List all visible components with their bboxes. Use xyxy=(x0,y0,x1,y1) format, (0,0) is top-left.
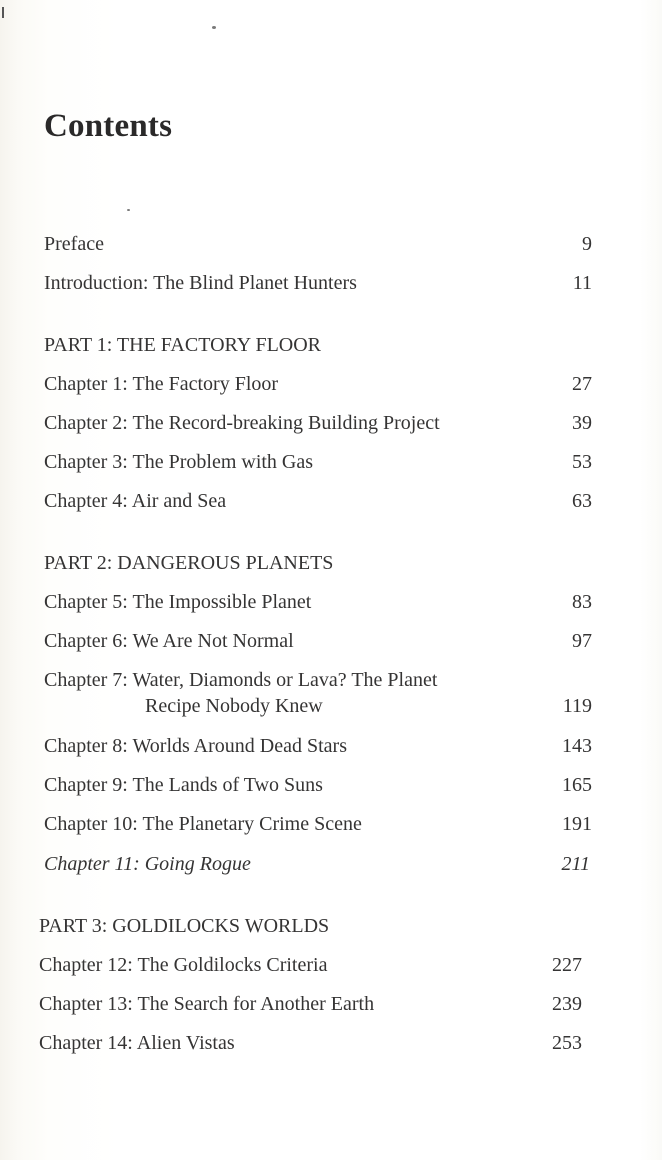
print-speck xyxy=(212,26,216,29)
page-edge-mark xyxy=(2,7,4,18)
print-speck xyxy=(127,209,130,211)
toc-page-chapter-2: 39 xyxy=(572,412,592,434)
toc-page-chapter-4: 63 xyxy=(572,490,592,512)
toc-entry-chapter-12: Chapter 12: The Goldilocks Criteria xyxy=(39,954,328,976)
toc-entry-chapter-4: Chapter 4: Air and Sea xyxy=(44,490,227,512)
toc-page-preface: 9 xyxy=(582,233,592,255)
toc-page-chapter-14: 253 xyxy=(552,1032,582,1054)
toc-page-chapter-3: 53 xyxy=(572,451,592,473)
toc-entry-chapter-7: Chapter 7: Water, Diamonds or Lava? The Planet xyxy=(44,669,438,691)
toc-entry-chapter-9: Chapter 9: The Lands of Two Suns xyxy=(44,774,323,796)
toc-entry-chapter-14: Chapter 14: Alien Vistas xyxy=(39,1032,235,1054)
toc-page-introduction: 11 xyxy=(572,272,592,294)
toc-page-chapter-1: 27 xyxy=(572,373,592,395)
toc-entry-chapter-2: Chapter 2: The Record-breaking Building Project xyxy=(44,412,440,434)
toc-entry-introduction: Introduction: The Blind Planet Hunters xyxy=(44,272,357,294)
toc-entry-chapter-3: Chapter 3: The Problem with Gas xyxy=(44,451,314,473)
toc-page-chapter-9: 165 xyxy=(562,774,592,796)
toc-entry-chapter-11-title: Going Rogue xyxy=(144,853,251,875)
toc-page-chapter-8: 143 xyxy=(562,735,592,757)
toc-entry-chapter-11-prefix: Chapter 11: xyxy=(44,853,145,875)
page-title: Contents xyxy=(44,108,173,144)
toc-entry-chapter-11 xyxy=(44,851,251,877)
toc-page-chapter-12: 227 xyxy=(552,954,582,976)
toc-page-chapter-13: 239 xyxy=(552,993,582,1015)
part-heading-3: PART 3: GOLDILOCKS WORLDS xyxy=(39,915,330,937)
toc-page-chapter-10: 191 xyxy=(562,813,592,835)
toc-entry-chapter-8: Chapter 8: Worlds Around Dead Stars xyxy=(44,735,347,757)
toc-entry-chapter-1: Chapter 1: The Factory Floor xyxy=(44,373,279,395)
toc-page-chapter-6: 97 xyxy=(572,630,592,652)
part-heading-2: PART 2: DANGEROUS PLANETS xyxy=(44,552,334,574)
toc-entry-chapter-7-continued: Recipe Nobody Knew xyxy=(145,695,323,717)
part-heading-1: PART 1: THE FACTORY FLOOR xyxy=(44,334,322,356)
toc-entry-chapter-5: Chapter 5: The Impossible Planet xyxy=(44,591,312,613)
toc-entry-chapter-6: Chapter 6: We Are Not Normal xyxy=(44,630,294,652)
toc-page-chapter-11: 211 xyxy=(561,853,590,875)
toc-page-chapter-5: 83 xyxy=(572,591,592,613)
toc-entry-preface: Preface xyxy=(44,233,104,255)
toc-entry-chapter-13: Chapter 13: The Search for Another Earth xyxy=(39,993,375,1015)
toc-entry-chapter-10: Chapter 10: The Planetary Crime Scene xyxy=(44,813,362,835)
toc-page-chapter-7: 119 xyxy=(562,695,592,717)
